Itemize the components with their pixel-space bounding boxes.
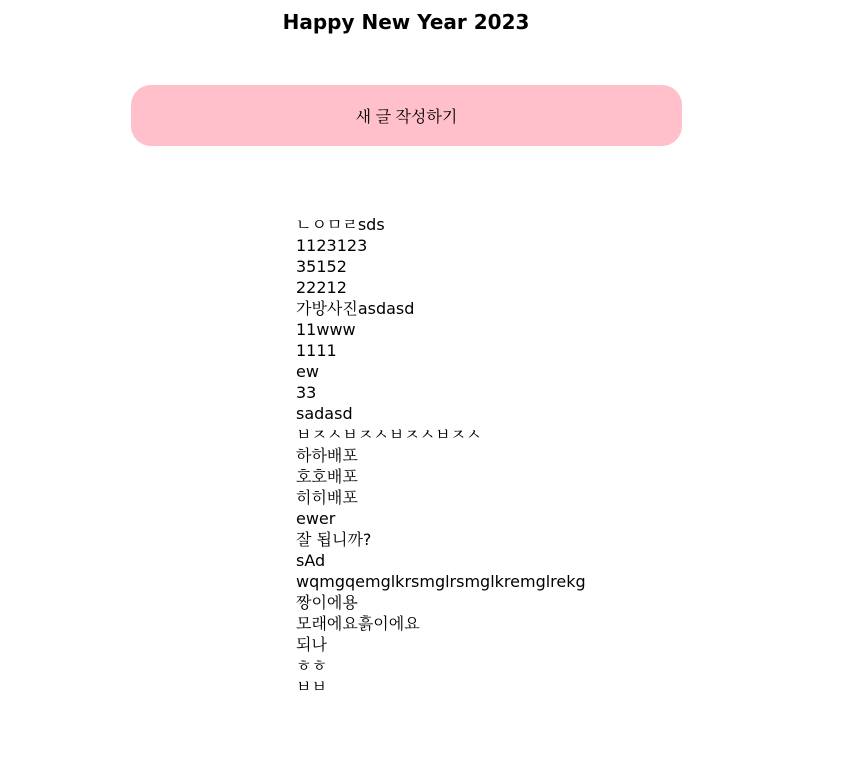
post-item[interactable]: ㄴㅇㅁㄹsds bbox=[296, 215, 385, 234]
post-item[interactable]: ㅂㅈㅅㅂㅈㅅㅂㅈㅅㅂㅈㅅ bbox=[296, 425, 482, 444]
post-item[interactable]: 짱이에용 bbox=[296, 593, 358, 612]
new-post-button-label: 새 글 작성하기 bbox=[355, 109, 458, 126]
post-item[interactable]: 되나 bbox=[296, 635, 327, 654]
post-item[interactable]: 하하배포 bbox=[296, 446, 358, 465]
post-item[interactable]: wqmgqemglkrsmglrsmglkremglrekg bbox=[296, 572, 586, 591]
post-item[interactable]: ew bbox=[296, 362, 319, 381]
new-post-button[interactable] bbox=[131, 85, 682, 146]
post-item[interactable]: ewer bbox=[296, 509, 336, 528]
post-item[interactable]: 33 bbox=[296, 383, 317, 402]
post-item[interactable]: 모래에요흙이에요 bbox=[296, 614, 420, 633]
post-item[interactable]: ㅂㅂ bbox=[296, 677, 327, 696]
post-item[interactable]: 잘 됩니까? bbox=[296, 530, 372, 549]
post-item[interactable]: 11www bbox=[296, 320, 356, 339]
post-item[interactable]: 1111 bbox=[296, 341, 337, 360]
post-item[interactable]: sadasd bbox=[296, 404, 353, 423]
post-list bbox=[296, 214, 586, 697]
post-item[interactable]: 가방사진asdasd bbox=[296, 299, 415, 318]
post-item[interactable]: 1123123 bbox=[296, 236, 368, 255]
post-item[interactable]: ㅎㅎ bbox=[296, 656, 327, 675]
post-item[interactable]: 히히배포 bbox=[296, 488, 358, 507]
page-title: Happy New Year 2023 bbox=[282, 10, 530, 34]
post-item[interactable]: 호호배포 bbox=[296, 467, 358, 486]
post-item[interactable]: 22212 bbox=[296, 278, 347, 297]
post-item[interactable]: 35152 bbox=[296, 257, 347, 276]
post-item[interactable]: sAd bbox=[296, 551, 326, 570]
